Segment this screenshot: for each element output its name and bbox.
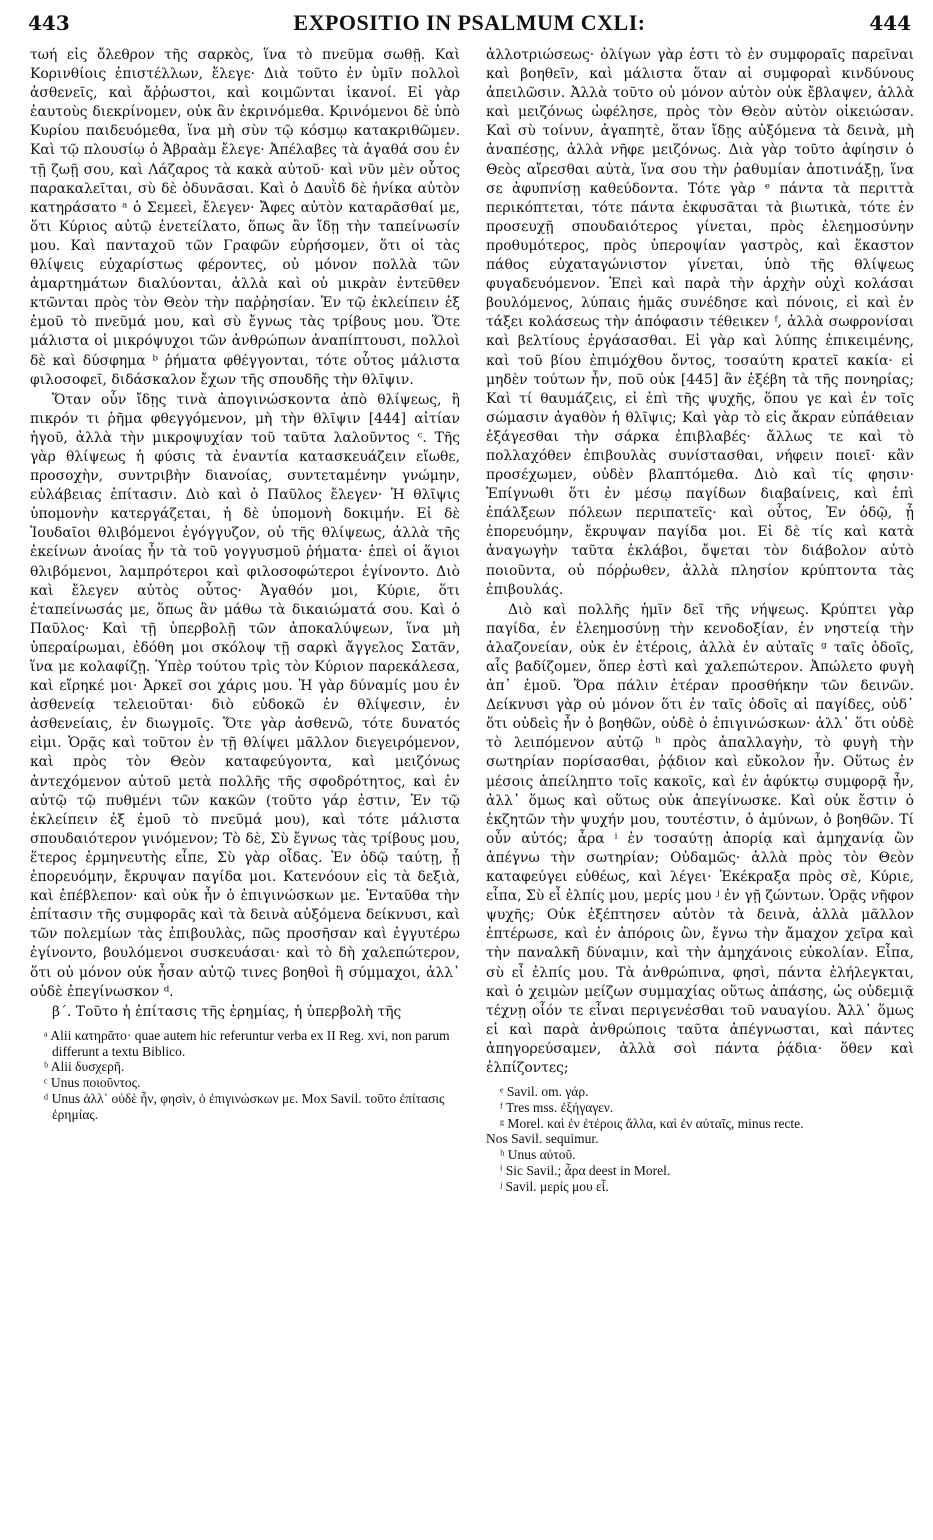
footnotes-right (486, 1084, 914, 1195)
footnote: ᵇ Alii δυσχερῆ. (44, 1059, 125, 1075)
footnote: ⁱ Sic Savil.; ἆρα deest in Morel. (500, 1163, 671, 1179)
footnote: ʰ Unus αὐτοῦ. (500, 1147, 576, 1163)
paragraph: β΄. Τοῦτο ἡ ἐπίτασις τῆς ἐρημίας, ἡ ὑπερβολὴ τῆς (52, 1003, 402, 1020)
footnote: Nos Savil. sequimur. (486, 1131, 599, 1147)
paragraph: Διὸ καὶ πολλῆς ἡμῖν δεῖ τῆς νήψεως. Κρύπτει γὰρ παγίδα, ἐν ἐλεημοσύνῃ τὴν κενοδοξίαν, ἐν νηστείᾳ τὴν ἀλαζονείαν, οὐκ ἐν ἑτέροις, ἀλλὰ ἐν αὐταῖς ᵍ ταῖς ὁδοῖς, αἷς βαδίζομεν, ὅπερ ἐστὶ καὶ χαλεπώτερον. Ἀπώλετο φυγὴ ἀπ᾽ ἐμοῦ. Ὅρα πάλιν ἑτέραν προσθήκην τῶν δεινῶν. Δείκνυσι γὰρ οὐ μόνον ὅτι ἐν ταῖς ὁδοῖς αἱ παγίδες, οὐδ᾽ ὅτι οὐδεὶς ἦν ὁ βοηθῶν, οὐδὲ ὁ ἐπιγινώσκων· ἀλλ᾽ ὅτι οὐδὲ τὸ λειπόμενον αὐτῷ ʰ πρὸς ἀπαλλαγὴν, τὸ φυγὴ τὴν σωτηρίαν πορίσασθαι, ῥᾴδιον καὶ εὔκολον ἦν. Οὕτως ἐν μέσοις ἀπείληπτο τοῖς κακοῖς, καὶ ἐν ἀφύκτῳ συμφορᾷ ἦν, ἀλλ᾽ ὅμως καὶ οὕτως οὐκ ἀπεγίνωσκε. Καὶ οὐκ ἔστιν ὁ ἐκζητῶν τὴν ψυχήν μου, τουτέστιν, ὁ ἀμύνων, ὁ βοηθῶν. Τί οὖν αὐτός; ἆρα ⁱ ἐν τοσαύτῃ ἀπορίᾳ καὶ ἀμηχανίᾳ ὢν ἀπέγνω τὴν σωτηρίαν; Οὐδαμῶς· ἀλλὰ πρὸς τὸν Θεὸν καταφεύγει εὐθέως, καὶ λέγει· Ἐκέκραξα πρὸς σὲ, Κύριε, εἶπα, Σὺ εἶ ἐλπίς μου, μερίς μου ʲ ἐν γῇ ζώντων. Ὁρᾷς νῆφον ψυχῆς; Οὐκ ἐξέπτησεν αὐτὸν τὰ δεινὰ, ἀλλὰ μᾶλλον ἐπτέρωσε, καὶ ἐν ἀπόροις ὢν, ἔγνω τὴν ἄμαχον χεῖρα καὶ τὴν παναλκῆ δύναμιν, καὶ τὴν ἀμηχάνοις εὐκολίαν. Εἶπα, σὺ εἶ ἐλπίς μου. Τὰ ἀνθρώπινα, φησὶ, πάντα ἐλήλεγκται, καὶ ὁ χειμὼν μείζων συμμαχίας οὕτως ἁπάσης, ὡς οὐδεμιᾷ τέχνῃ οἷόν τε εἶναι περιγενέσθαι τοῦ ναυαγίου. Ἀλλ᾽ ὅμως εἰ καὶ παρὰ ἀνθρώποις ταῦτα ἀπέγνωσται, καὶ πάντες ἀπηγορεύσαμεν, ἀλλὰ σοὶ πάντα ῥᾴδια· ὅθεν καὶ ἐλπίζοντες; (486, 601, 914, 1076)
running-header (28, 6, 911, 40)
footnote: ᵍ Morel. καὶ ἐν ἑτέροις ἄλλα, καὶ ἐν αὐταῖς, minus recte. (500, 1115, 804, 1131)
footnote: ᶠ Tres mss. ἐξήγαγεν. (500, 1099, 614, 1115)
paragraph: τωή εἰς ὄλεθρον τῆς σαρκὸς, ἵνα τὸ πνεῦμα σωθῇ. Καὶ Κορινθίοις ἐπιστέλλων, ἔλεγε· Διὰ τοῦτο ἐν ὑμῖν πολλοὶ ἀσθενεῖς, καὶ ἄῤῥωστοι, καὶ κοιμῶνται ἱκανοί. Εἰ γὰρ ἑαυτοὺς διεκρίνομεν, οὐκ ἂν ἐκρινόμεθα. Κρινόμενοι δὲ ὑπὸ Κυρίου παιδευόμεθα, ἵνα μὴ σὺν τῷ κόσμῳ κατακριθῶμεν. Καὶ τῷ πλουσίῳ ὁ Ἀβραὰμ ἔλεγε· Ἀπέλαβες τὰ ἀγαθά σου ἐν τῇ ζωῇ σου, καὶ Λάζαρος τὰ κακὰ αὐτοῦ· καὶ νῦν μὲν οὗτος παρακαλεῖται, σὺ δὲ ὀδυνᾶσαι. Καὶ ὁ Δαυῒδ δὲ ἡνίκα αὐτὸν κατηράσατο ᵃ ὁ Σεμεεὶ, ἔλεγεν· Ἄφες αὐτὸν καταρᾶσθαί με, ὅτι Κύριος αὐτῷ ἐνετείλατο, ὅπως ἂν ἴδῃ τὴν ταπείνωσίν μου. Καὶ πανταχοῦ τῶν Γραφῶν εὑρήσομεν, ὅτι οἱ τὰς θλίψεις εὐχαρίστως φέροντες, οὐ μόνον πολλὰ τῶν ἁμαρτημάτων διαλύονται, ἀλλὰ καὶ οὐ μικρὰν ἐντεῦθεν κτῶνται πρὸς τὸν Θεὸν τὴν παῤῥησίαν. Ἐν τῷ ἐκλείπειν ἐξ ἐμοῦ τὸ πνεῦμά μου, καὶ σὺ ἔγνως τὰς τρίβους μου. Ὅτε μάλιστα οἱ μικρόψυχοι τῶν ἀνθρώπων ἀναπίπτουσι, πολλοὶ δὲ καὶ δύσφημα ᵇ ῥήματα φθέγγονται, τότε οὗτος μάλιστα φιλοσοφεῖ, διδάσκαλον ἔχων τῆς σπουδῆς τὴν θλῖψιν. (30, 47, 460, 388)
right-column (486, 46, 914, 1195)
page-number-right: 444 (869, 11, 911, 35)
footnote: ᶜ Unus ποιοῦντος. (44, 1075, 141, 1091)
paragraph: Ὅταν οὖν ἴδῃς τινὰ ἀπογινώσκοντα ἀπὸ θλίψεως, ἢ πικρόν τι ῥῆμα φθεγγόμενον, μὴ τὴν θλῖψιν [444] αἰτίαν ἡγοῦ, ἀλλὰ τὴν μικροψυχίαν τοῦ ταῦτα λαλοῦντος ᶜ. Τῆς γὰρ θλίψεως ἡ φύσις τὰ ἐναντία κατασκευάζειν εἴωθε, προσοχὴν, συντριβὴν διανοίας, συντεταμένην γνώμην, εὐλάβειας ἐπίτασιν. Διὸ καὶ ὁ Παῦλος ἔλεγεν· Ἡ θλῖψις ὑπομονὴν κατεργάζεται, ἡ δὲ ὑπομονὴ δοκιμήν. Εἰ δὲ Ἰουδαῖοι θλιβόμενοι ἐγόγγυζον, οὐ τῆς θλίψεως, ἀλλὰ τῆς ἐκείνων ἀνοίας ἦν τὰ τοῦ γογγυσμοῦ ῥήματα· ἐπεὶ οἱ ἅγιοι θλιβόμενοι, λαμπρότεροι καὶ φιλοσοφώτεροι ἐγίνοντο. Διὸ καὶ ἔλεγεν αὐτὸς οὗτος· Ἀγαθόν μοι, Κύριε, ὅτι ἐταπείνωσάς με, ὅπως ἂν μάθω τὰ δικαιώματά σου. Καὶ ὁ Παῦλος· Καὶ τῇ ὑπερβολῇ τῶν ἀποκαλύψεων, ἵνα μὴ ὑπεραίρωμαι, ἐδόθη μοι σκόλοψ τῇ σαρκὶ ἄγγελος Σατᾶν, ἵνα με κολαφίζῃ. Ὑπὲρ τούτου τρὶς τὸν Κύριον παρεκάλεσα, καὶ εἴρηκέ μοι· Ἀρκεῖ σοι χάρις μου. Ἡ γὰρ δύναμίς μου ἐν ἀσθενείᾳ τελειοῦται· διὸ εὐδοκῶ ἐν θλίψεσιν, ἐν ἀσθενείαις, ἐν διωγμοῖς. Ὅτε γὰρ ἀσθενῶ, τότε δυνατός εἰμι. Ὁρᾷς καὶ τοῦτον ἐν τῇ θλίψει μᾶλλον διεγειρόμενον, καὶ πρὸς τὸν Θεὸν καταφεύγοντα, καὶ μειζόνως ἀντεχόμενον αὐτοῦ μετὰ πολλῆς τῆς σφοδρότητος, καὶ ἐν αὐτῷ τῷ πυθμένι τῶν κακῶν (τοῦτο γάρ ἐστιν, Ἐν τῷ ἐκλείπειν ἐξ ἐμοῦ τὸ πνεῦμά μου), καὶ τότε μάλιστα σπουδαιότερον γινόμενον; Τὸ δὲ, Σὺ ἔγνως τὰς τρίβους μου, ἕτερος ἑρμηνευτὴς εἶπε, Σὺ γὰρ οἶδας. Ἐν ὁδῷ ταύτῃ, ᾗ ἐπορευόμην, ἔκρυψαν παγίδα μοι. Κατενόουν εἰς τὰ δεξιὰ, καὶ ἐπέβλεπον· καὶ οὐκ ἦν ὁ ἐπιγινώσκων με. Ἐνταῦθα τὴν ἐπίτασιν τῆς συμφορᾶς καὶ τὰ δεινὰ αὐξόμενα δείκνυσι, καὶ τῶν πολεμίων τὰς ἐπιβουλὰς, πῶς προσῆσαν καὶ ἐγγυτέρω ἐγίνοντο, βουλόμενοι συσκευάσαι· καὶ τὸ δὴ χαλεπώτερον, ὅτι οὐ μόνον οὐκ ἦσαν αὐτῷ τινες βοηθοὶ ἢ σύμμαχοι, ἀλλ᾽ οὐδὲ ἐπεγίνωσκον ᵈ. (30, 391, 460, 1000)
left-column (30, 46, 460, 1123)
footnote: ᵈ Unus ἀλλ᾽ οὐδὲ ἦν, φησὶν, ὁ ἐπιγινώσκων με. Mox Savil. τοῦτο ἐπίτασις ἐρημίας. (44, 1090, 445, 1122)
footnote: ᵉ Savil. om. γάρ. (500, 1084, 589, 1100)
paragraph: ἀλλοτριώσεως· ὀλίγων γὰρ ἐστι τὸ ἐν συμφοραῖς παρεῖναι καὶ βοηθεῖν, καὶ μάλιστα ὅταν αἱ συμφοραὶ κινδύνους ἀπειλῶσιν. Ἀλλὰ τοῦτο οὐ μόνον αὐτὸν οὐκ ἔβλαψεν, ἀλλὰ καὶ μειζόνως ὠφέλησε, πρὸς τὸν Θεὸν αὐτὸν οἰκειώσαν. Καὶ σὺ τοίνυν, ἀγαπητὲ, ὅταν ἴδῃς αὐξόμενα τὰ δεινὰ, μὴ ἀναπέσῃς, ἀλλὰ νῆφε μειζόνως. Διὰ γὰρ τοῦτο ἀφίησιν ὁ Θεὸς αἴρεσθαι αὐτὰ, ἵνα σου τὴν ῥαθυμίαν ἀποτινάξῃ, ἵνα σε ἀφυπνίσῃ καθεύδοντα. Τότε γὰρ ᵉ πάντα τὰ περιττὰ περικόπτεται, τότε πάντα ἐκφυσᾶται τὰ βιωτικὰ, τότε ἐν προσευχῇ σπουδαιότερος γίνεται, πρὸς ἐλεημοσύνην προθυμότερος, πρὸς ὑπεροψίαν γαστρὸς, καὶ ἕκαστον πάθος εὐχαταγώνιστον γίνεται, ὑπὸ τῆς θλίψεως φυγαδευόμενον. Ἐπεὶ καὶ παρὰ τὴν ἀρχὴν οὐχὶ κολάσαι βουλόμενος, λύπαις ἡμᾶς συνέδησε καὶ πόνοις, εἰ καὶ ἐν τάξει κολάσεως τὴν ἀπόφασιν τέθεικεν ᶠ, ἀλλὰ σωφρονίσαι καὶ βελτίους ἐργάσασθαι. Εἰ γὰρ καὶ λύπης ἐπικειμένης, καὶ τοῦ βίου ἐπιμόχθου ὄντος, τοσαύτη κρατεῖ κακία· εἰ μηδὲν τούτων ἦν, ποῦ οὐκ [445] ἂν ἐξέβη τὰ τῆς πονηρίας; Καὶ τί θαυμάζεις, εἰ ἐπὶ τῆς ψυχῆς, ὅπου γε καὶ ἐν τοῖς σώμασιν ἀγαθὸν ἡ θλῖψις; Καὶ γὰρ τὸ εἰς ἄκραν εὐπάθειαν ἐξάγεσθαι τὴν σάρκα ἐπιβλαβές· ἄλλως τε καὶ τὸ πολλαχόθεν ἐπιβουλὰς συνίστασθαι, νήφειν ποιεῖ· κἂν προσέχωμεν, οὐδὲν βλαπτόμεθα. Διὸ καὶ τίς φησιν· Ἐπίγνωθι ὅτι ἐν μέσῳ παγίδων διαβαίνεις, καὶ ἐπὶ ἐπάλξεων πόλεων περιπατεῖς· καὶ οὗτος, Ἐν ὁδῷ, ᾗ ἐπορευόμην, ἔκρυψαν παγίδα μοι. Εἰ δὲ τίς καὶ κατὰ ἀναγωγὴν ταῦτα ἐκλάβοι, ὄψεται τὸν διάβολον αὐτὸ ποιοῦντα, οὐ πόρῤωθεν, ἀλλὰ πλησίον κρύπτοντα τὰς ἐπιβουλάς. (486, 47, 914, 598)
page-number-left: 443 (28, 11, 70, 35)
footnote: ʲ Savil. μερίς μου εἶ. (500, 1178, 609, 1194)
running-title: EXPOSITIO IN PSALMUM CXLI: (293, 10, 646, 35)
footnote: ᵃ Alii κατηρᾶτο· quae autem hic referuntur verba ex II Reg. xvi, non parum differunt a textu Biblico. (44, 1027, 450, 1059)
footnotes-left (30, 1028, 460, 1123)
